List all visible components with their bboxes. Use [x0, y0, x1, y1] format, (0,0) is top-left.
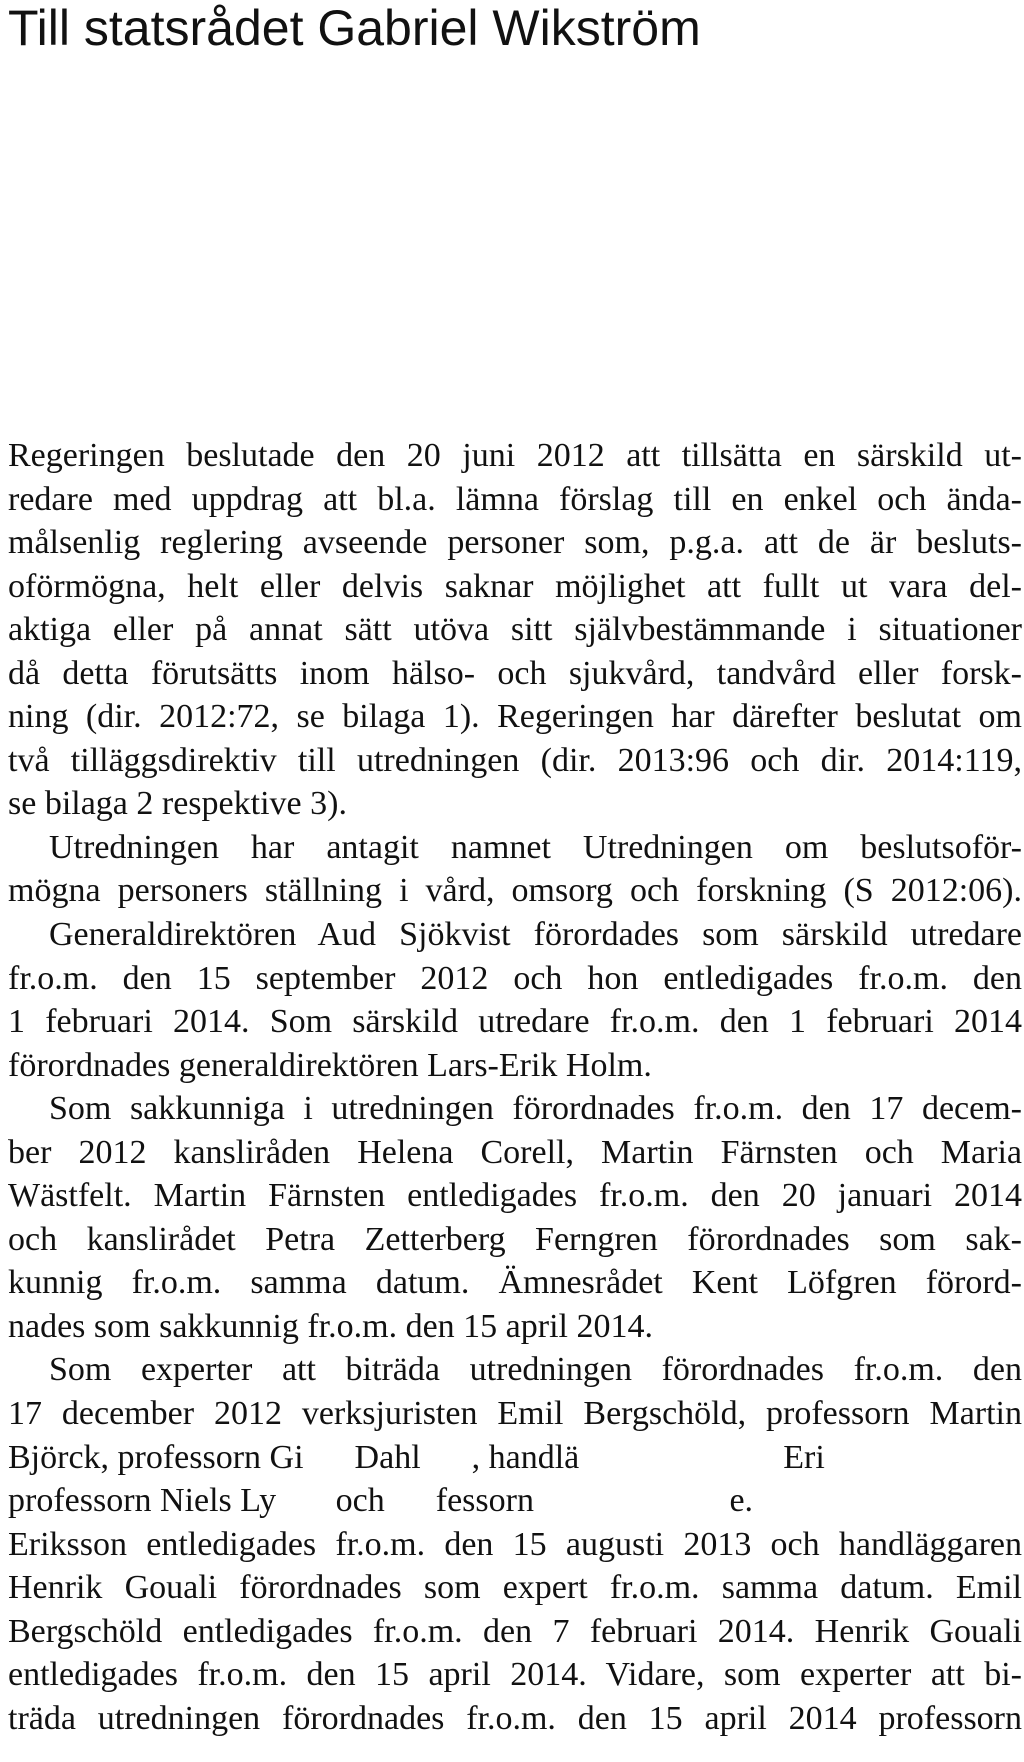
text-line: ber 2012 kansliråden Helena Corell, Martin Färnsten och Maria [8, 1133, 1022, 1171]
text-line: då detta förutsätts inom hälso- och sjukvård, tandvård eller forsk- [8, 654, 1022, 692]
text-line: aktiga eller på annat sätt utöva sitt självbestämmande i situationer [8, 611, 1022, 649]
text-line: nades som sakkunnig fr.o.m. den 15 april 2014. [8, 1307, 653, 1345]
text-line: förordnades generaldirektören Lars-Erik Holm. [8, 1046, 652, 1084]
text-line: Som sakkunniga i utredningen förordnades fr.o.m. den 17 decem- [49, 1090, 1022, 1128]
text-line: Björck, professorn Gi Dahl , handlä Eri [8, 1438, 825, 1476]
text-line: träda utredningen förordnades fr.o.m. den 15 april 2014 professorn [8, 1699, 1022, 1737]
text-line: kunnig fr.o.m. samma datum. Ämnesrådet Kent Löfgren förord- [8, 1264, 1022, 1302]
text-line: entledigades fr.o.m. den 15 april 2014. Vidare, som experter att bi- [8, 1656, 1022, 1694]
text-line: Utredningen har antagit namnet Utredningen om beslutsoför- [49, 828, 1022, 866]
text-line: fr.o.m. den 15 september 2012 och hon entledigades fr.o.m. den [8, 959, 1022, 997]
text-line: oförmögna, helt eller delvis saknar möjlighet att fullt ut vara del- [8, 567, 1022, 605]
text-line: 1 februari 2014. Som särskild utredare fr.o.m. den 1 februari 2014 [8, 1003, 1022, 1041]
text-line: målsenlig reglering avseende personer som, p.g.a. att de är besluts- [8, 524, 1022, 562]
text-line: två tilläggsdirektiv till utredningen (dir. 2013:96 och dir. 2014:119, [8, 741, 1022, 779]
text-line: Generaldirektören Aud Sjökvist förordades som särskild utredare [49, 916, 1022, 954]
text-line: ning (dir. 2012:72, se bilaga 1). Regeringen har därefter beslutat om [8, 698, 1022, 736]
text-line: Som experter att biträda utredningen förordnades fr.o.m. den [49, 1351, 1022, 1389]
text-line: Wästfelt. Martin Färnsten entledigades fr.o.m. den 20 januari 2014 [8, 1177, 1022, 1215]
body-text [8, 434, 1022, 1740]
text-line: och kanslirådet Petra Zetterberg Ferngren förordnades som sak- [8, 1220, 1022, 1258]
text-line: Bergschöld entledigades fr.o.m. den 7 februari 2014. Henrik Gouali [8, 1612, 1022, 1650]
text-line: se bilaga 2 respektive 3). [8, 785, 347, 823]
text-line: Henrik Gouali förordnades som expert fr.o.m. samma datum. Emil [8, 1569, 1022, 1607]
document-title: Till statsrådet Gabriel Wikström [8, 0, 701, 56]
text-line: 17 december 2012 verksjuristen Emil Bergschöld, professorn Martin [8, 1395, 1022, 1433]
text-line: Regeringen beslutade den 20 juni 2012 att tillsätta en särskild ut- [8, 437, 1022, 474]
text-line: mögna personers ställning i vård, omsorg och forskning (S 2012:06). [8, 872, 1022, 910]
text-line: redare med uppdrag att bl.a. lämna förslag till en enkel och ända- [8, 480, 1022, 518]
text-line: professorn Niels Ly och fessorn e. [8, 1482, 754, 1520]
text-line: Eriksson entledigades fr.o.m. den 15 augusti 2013 och handläggaren [8, 1525, 1022, 1563]
